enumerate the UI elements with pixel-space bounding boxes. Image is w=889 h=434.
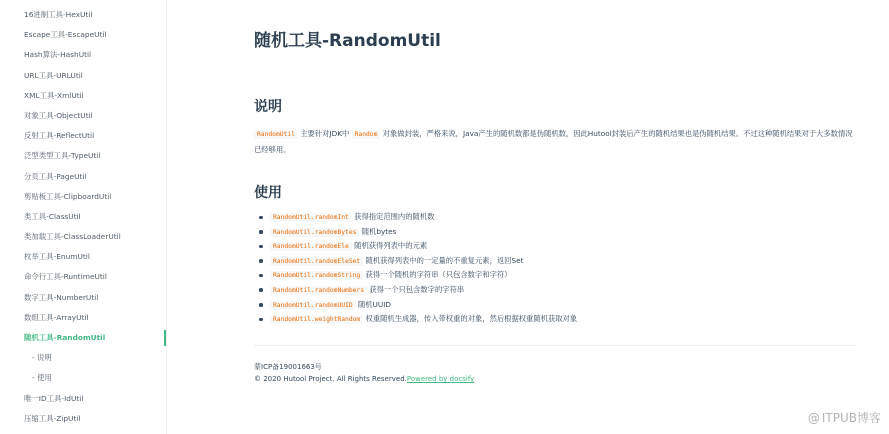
sidebar-item-enumutil[interactable]: 枚举工具-EnumUtil [24, 252, 90, 262]
list-item [254, 239, 577, 254]
method-code: RandomUtil.randomString [270, 271, 363, 280]
method-code: RandomUtil.randomEle [270, 242, 352, 251]
at-icon: @ [807, 410, 820, 425]
sidebar-item-pageutil[interactable]: 分页工具-PageUtil [24, 171, 87, 181]
sidebar-item-urlutil[interactable]: URL工具-URLUtil [24, 70, 83, 80]
method-code: RandomUtil.randomEleSet [270, 257, 363, 266]
description-paragraph [254, 126, 856, 157]
main-content [254, 0, 856, 434]
docsify-link[interactable]: Powered by docsify [406, 375, 475, 383]
list-item [254, 298, 577, 313]
method-description: 获得一个只包含数字的字符串 [367, 284, 465, 294]
sidebar-item-classutil[interactable]: 类工具-ClassUtil [24, 211, 81, 221]
method-description: 随机获得列表中的元素 [351, 241, 428, 251]
description-text: 对象做封装，严格来说，Java产生的随机数都是伪随机数，因此Hutool封装后产生的随机结果也是伪随机结果。不过这种随机结果对于大多数情况已经够用。 [254, 129, 853, 154]
method-description: 获得指定范围内的随机数 [351, 212, 435, 221]
list-item [254, 268, 577, 283]
sidebar-item-reflectutil[interactable]: 反射工具-ReflectUtil [24, 131, 95, 141]
method-description: 随机获得列表中的一定量的不重复元素，返回Set [363, 255, 524, 265]
sidebar-item-runtimeutil[interactable]: 命令行工具-RuntimeUtil [24, 272, 107, 282]
sidebar-item-objectutil[interactable]: 对象工具-ObjectUtil [24, 110, 93, 120]
section-heading-description[interactable]: 说明 [254, 99, 282, 115]
copyright-line [254, 373, 474, 385]
sidebar-item-arrayutil[interactable]: 数组工具-ArrayUtil [24, 312, 89, 322]
sidebar-item-hashutil[interactable]: Hash算法-HashUtil [24, 50, 92, 60]
method-description: 权重随机生成器，传入带权重的对象，然后根据权重随机获取对象 [363, 314, 578, 324]
sidebar-item-ziputil[interactable]: 压缩工具-ZipUtil [24, 413, 81, 423]
sidebar-item-clipboardutil[interactable]: 剪贴板工具-ClipboardUtil [24, 191, 112, 201]
sidebar-item-numberutil[interactable]: 数字工具-NumberUtil [24, 292, 99, 302]
inline-code: RandomUtil [254, 130, 298, 139]
method-code: RandomUtil.randomUUID [270, 301, 356, 310]
sidebar-list [0, 5, 166, 429]
copyright-text: © 2020 Hutool Project. All Rights Reserved. [254, 375, 407, 383]
sidebar-item-typeutil[interactable]: 泛型类型工具-TypeUtil [24, 151, 101, 161]
method-description: 随机bytes [359, 226, 397, 236]
page-title: 随机工具-RandomUtil [254, 31, 441, 51]
method-code: RandomUtil.randomBytes [270, 228, 359, 237]
watermark-text: ITPUB博客 [821, 411, 881, 425]
sidebar-item-idutil[interactable]: 唯一ID工具-IdUtil [24, 393, 84, 403]
method-code: RandomUtil.weightRandom [270, 315, 363, 324]
sidebar-item-classloaderutil[interactable]: 类加载工具-ClassLoaderUtil [24, 232, 121, 242]
list-item [254, 210, 577, 225]
list-item [254, 254, 577, 269]
method-code: RandomUtil.randomInt [270, 213, 352, 222]
list-item [254, 225, 577, 240]
method-description: 获得一个随机的字符串（只包含数字和字符） [363, 270, 512, 280]
usage-list [254, 210, 577, 327]
method-description: 随机UUID [355, 299, 391, 309]
sidebar-item-escapeutil[interactable]: Escape工具-EscapeUtil [24, 30, 107, 40]
list-item [254, 312, 577, 327]
description-text: 主要针对JDK中 [297, 129, 352, 138]
sidebar-item-hexutil[interactable]: 16进制工具-HexUtil [24, 10, 93, 19]
watermark [808, 409, 881, 426]
sidebar [0, 0, 167, 434]
inline-code: Random [352, 130, 381, 139]
sidebar-item-randomutil[interactable]: 随机工具-RandomUtil [0, 328, 166, 348]
sidebar-item-xmlutil[interactable]: XML工具-XmlUtil [24, 90, 84, 100]
footer-divider [254, 345, 856, 346]
sidebar-subitem-description[interactable]: - 说明 [0, 348, 166, 368]
method-code: RandomUtil.randomNumbers [270, 286, 367, 295]
sidebar-subitem-usage[interactable]: - 使用 [0, 368, 166, 388]
section-heading-usage[interactable]: 使用 [254, 185, 282, 201]
icp-license: 蒙ICP备19001663号 [254, 363, 322, 371]
footer [254, 361, 474, 385]
list-item [254, 283, 577, 298]
